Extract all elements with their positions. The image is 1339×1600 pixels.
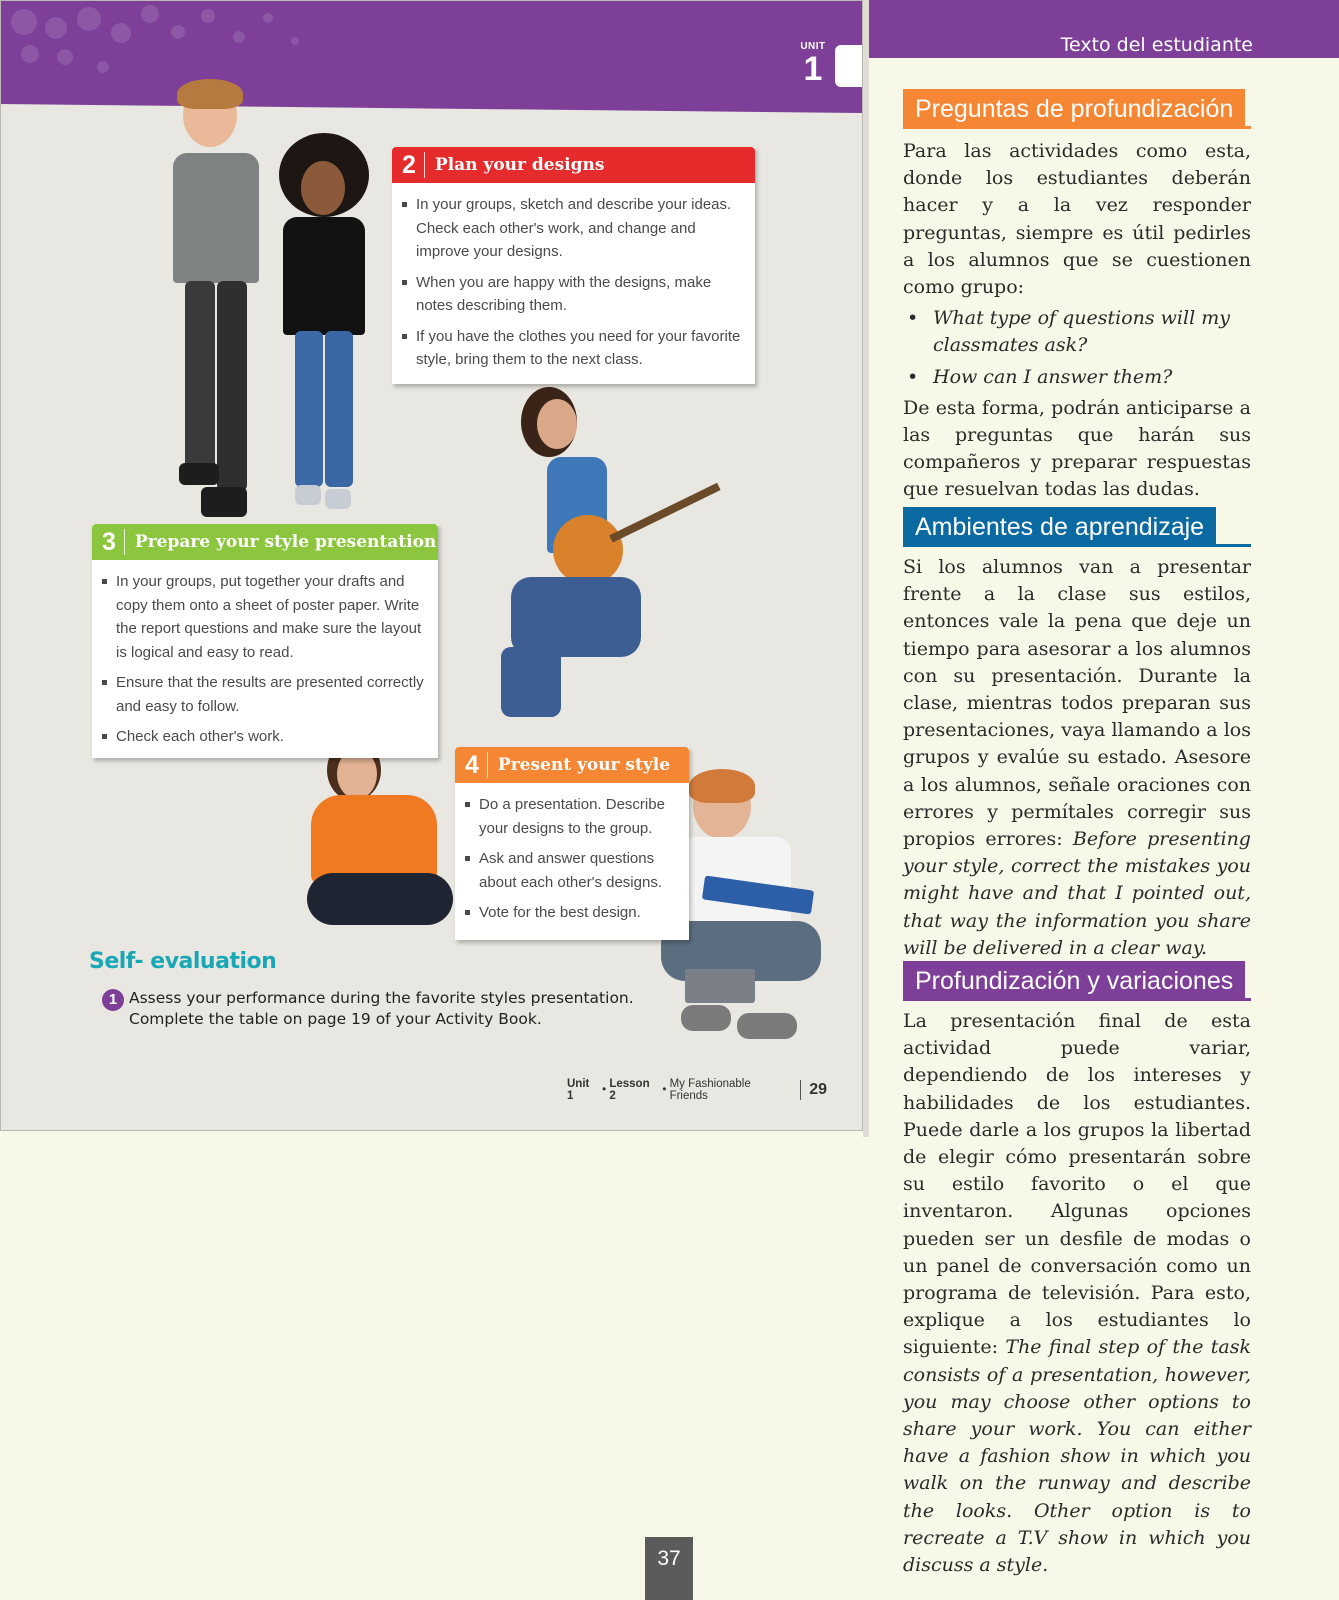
activity-item: Do a presentation. Describe your designs to the group.	[479, 793, 675, 840]
question-item: • How can I answer them?	[903, 364, 1251, 391]
self-evaluation-line: Assess your performance during the favorite styles presentation.	[129, 989, 634, 1007]
guitar-girl-jeans	[511, 577, 641, 657]
footer-divider	[800, 1080, 801, 1100]
section-example: The final step of the task consists of a presentation, however, you may choose other options to share your work. You can either have a fashion show in which you walk on the runway and describe the looks. Other option is to recreate a T.V show in which you discuss a style.	[903, 1336, 1251, 1577]
activity-item: In your groups, put together your drafts and copy them onto a sheet of poster paper. Write the report questions and make sure the layout is logical and easy to read.	[116, 570, 424, 664]
activity-card-plan	[392, 147, 755, 384]
girl-shirt	[283, 217, 365, 335]
self-evaluation-line: Complete the table on page 19 of your Activity Book.	[129, 1010, 542, 1028]
activity-title: Prepare your style presentation	[134, 532, 437, 552]
activity-card-present	[455, 747, 689, 940]
section-text: La presentación final de esta actividad puede variar, dependiendo de los intereses y habilidades de los estudiantes. Puede darle a los grupos la libertad de elegir cómo presentarán sobre su estilo favorito o el que inventaron. Algunas opciones pueden ser un desfile de modas o un panel de conversación como un programa de televisión. Para esto, explique a los estudiantes lo siguiente:	[903, 1010, 1251, 1359]
decorative-dot	[77, 7, 101, 31]
guitar-girl-face	[537, 399, 577, 449]
sitting-girl-sweater	[311, 795, 437, 885]
activity-card-header	[92, 524, 438, 560]
reading-boy-shoe-right	[737, 1013, 797, 1039]
section-underline	[903, 544, 1251, 547]
decorative-dot	[21, 45, 39, 63]
activity-number: 3	[92, 529, 125, 555]
unit-label: UNIT	[800, 41, 826, 52]
sitting-girl-legs	[307, 873, 453, 925]
footer-lesson: Lesson 2	[609, 1078, 650, 1102]
decorative-dot	[111, 23, 131, 43]
section-underline	[903, 998, 1251, 1001]
boy-boot-left	[179, 463, 219, 485]
girl-guitar-photo	[501, 387, 731, 737]
question-list	[903, 305, 1251, 391]
section-body-preguntas	[903, 138, 1251, 504]
girl-leg-right	[325, 331, 353, 487]
footer-lesson-title: My Fashionable Friends	[669, 1078, 751, 1102]
activity-number: 4	[455, 752, 488, 778]
student-page-banner	[1, 1, 863, 113]
girl-leg-left	[295, 331, 323, 487]
activity-item: Vote for the best design.	[479, 901, 675, 925]
self-evaluation-number: 1	[102, 989, 124, 1011]
decorative-dot	[97, 61, 109, 73]
boy-boot-right	[201, 487, 247, 517]
activity-card-header	[392, 147, 755, 183]
boy-shirt	[173, 153, 259, 283]
boy-leg-left	[185, 281, 215, 481]
decorative-dot	[11, 9, 37, 35]
activity-item: Ask and answer questions about each other's designs.	[479, 847, 675, 894]
activity-list	[455, 783, 689, 937]
decorative-dot	[263, 13, 273, 23]
activity-title: Present your style	[497, 755, 671, 775]
section-heading-preguntas: Preguntas de profundización	[903, 89, 1245, 129]
decorative-dot	[45, 17, 67, 39]
guitar-girl-leg	[501, 647, 561, 717]
girl-sock-right	[325, 489, 351, 509]
student-page	[0, 0, 863, 1131]
activity-title: Plan your designs	[434, 155, 605, 175]
section-paragraph: De esta forma, podrán anticiparse a las preguntas que harán sus compañeros y preparar respuestas que resuelvan todas las dudas.	[903, 396, 1251, 501]
boy-standing-photo	[171, 83, 281, 523]
section-example: Before presenting your style, correct the mistakes you might have and that I pointed out, that way the information you share will be delivered in a clear way.	[903, 828, 1251, 959]
self-evaluation-title: Self- evaluation	[89, 949, 277, 974]
activity-list	[92, 560, 438, 761]
section-paragraph	[903, 554, 1251, 962]
girl-standing-photo	[275, 133, 375, 523]
section-heading-profundizacion: Profundización y variaciones	[903, 961, 1245, 1001]
student-page-footer: Unit 1 • Lesson 2 • My Fashionable Friends 29	[567, 1078, 827, 1102]
activity-card-prepare	[92, 524, 438, 758]
guitar-neck	[609, 483, 720, 543]
boy-hair	[177, 79, 243, 109]
header-title: Texto del estudiante	[1060, 34, 1253, 56]
section-heading-ambientes: Ambientes de aprendizaje	[903, 507, 1216, 547]
activity-number: 2	[392, 152, 425, 178]
reading-boy-hair	[689, 769, 755, 803]
activity-item: Check each other's work.	[116, 725, 424, 749]
girl-face	[301, 161, 345, 215]
unit-tab-marker	[835, 45, 863, 87]
girl-sitting-photo	[307, 739, 457, 949]
student-page-number: 29	[809, 1081, 827, 1098]
unit-tab	[791, 41, 835, 91]
activity-item: In your groups, sketch and describe your ideas. Check each other's work, and change and improve your designs.	[416, 193, 741, 264]
decorative-dot	[201, 9, 215, 23]
page-number: 37	[645, 1537, 693, 1600]
section-underline	[903, 126, 1251, 129]
section-text: Si los alumnos van a presentar frente a la clase sus estilos, entonces vale la pena que deje un tiempo para asesorar a los alumnos con su presentación. Durante la clase, mientras todos preparan sus presentaciones, vaya llamando a los grupos y evalúe su estado. Asesore a los alumnos, señale oraciones con errores y permítales corregir sus propios errores:	[903, 556, 1251, 851]
decorative-dot	[57, 49, 73, 65]
self-evaluation-text	[129, 988, 689, 1030]
section-body-ambientes	[903, 554, 1251, 962]
boy-leg-right	[217, 281, 247, 491]
footer-unit: Unit 1	[567, 1078, 590, 1102]
header-bar	[862, 0, 1339, 58]
question-item: • What type of questions will my classmates ask?	[903, 305, 1251, 359]
page-shadow	[863, 0, 869, 1137]
guitar-body	[553, 515, 623, 585]
activity-list	[392, 183, 755, 384]
activity-item: Ensure that the results are presented correctly and easy to follow.	[116, 671, 424, 718]
activity-card-header	[455, 747, 689, 783]
girl-sock-left	[295, 485, 321, 505]
unit-number: 1	[803, 50, 823, 88]
activity-item: When you are happy with the designs, make notes describing them.	[416, 271, 741, 318]
decorative-dot	[171, 25, 185, 39]
book-stack	[685, 969, 755, 1003]
section-body-profundizacion	[903, 1008, 1251, 1579]
section-paragraph: Para las actividades como esta, donde los estudiantes deberán hacer y a la vez responder preguntas, siempre es útil pedirles a los alumnos que se cuestionen como grupo:	[903, 140, 1251, 299]
decorative-dot	[233, 31, 245, 43]
activity-item: If you have the clothes you need for your favorite style, bring them to the next class.	[416, 325, 741, 372]
decorative-dot	[291, 37, 299, 45]
section-paragraph	[903, 1008, 1251, 1579]
decorative-dot	[141, 5, 159, 23]
